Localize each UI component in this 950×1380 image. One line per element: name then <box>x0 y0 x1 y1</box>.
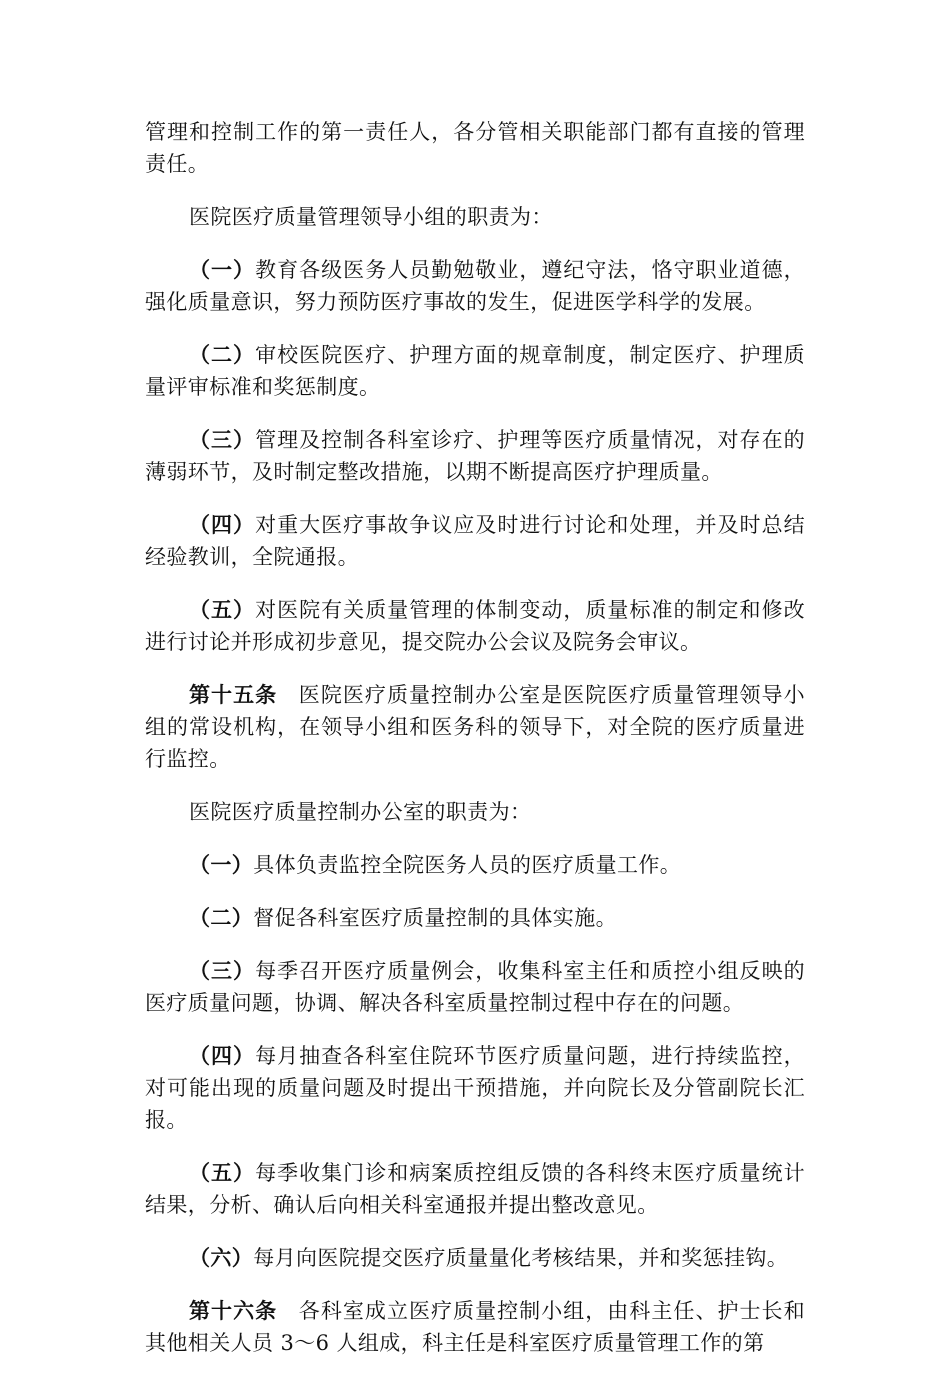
item-label: （三） <box>189 427 256 452</box>
list-item <box>145 1157 805 1221</box>
item-label: （四） <box>189 512 256 537</box>
paragraph-duties-heading <box>145 796 805 828</box>
list-item <box>145 509 805 573</box>
item-text: 管理及控制各科室诊疗、护理等医疗质量情况，对存在的薄弱环节，及时制定整改措施，以期不断提高医疗护理质量。 <box>145 428 806 484</box>
item-text: 具体负责监控全院医务人员的医疗质量工作。 <box>253 853 682 877</box>
item-text: 每月抽查各科室住院环节医疗质量问题，进行持续监控，对可能出现的质量问题及时提出干预措施，并向院长及分管副院长汇报。 <box>145 1044 806 1132</box>
item-label: （六） <box>189 1245 254 1270</box>
item-label: （五） <box>189 597 256 622</box>
list-item <box>145 955 805 1019</box>
item-text: 教育各级医务人员勤勉敬业，遵纪守法，恪守职业道德，强化质量意识，努力预防医疗事故的发生，促进医学科学的发展。 <box>145 258 806 314</box>
list-item <box>145 594 805 658</box>
article-text: 医院医疗质量控制办公室是医院医疗质量管理领导小组的常设机构，在领导小组和医务科的领导下，对全院的医疗质量进行监控。 <box>145 683 805 771</box>
list-item <box>145 1242 805 1274</box>
list-item <box>145 339 805 403</box>
item-text: 对医院有关质量管理的体制变动，质量标准的制定和修改进行讨论并形成初步意见，提交院办公会议及院务会审议。 <box>145 598 806 654</box>
paragraph-text: 管理和控制工作的第一责任人，各分管相关职能部门都有直接的管理责任。 <box>145 120 805 176</box>
paragraph-text: 医院医疗质量管理领导小组的职责为： <box>189 205 553 229</box>
item-text: 督促各科室医疗质量控制的具体实施。 <box>253 906 618 930</box>
item-label: （二） <box>189 342 256 367</box>
item-text: 每季收集门诊和病案质控组反馈的各科终末医疗质量统计结果，分析、确认后向相关科室通报并提出整改意见。 <box>145 1161 806 1217</box>
item-text: 每季召开医疗质量例会，收集科室主任和质控小组反映的医疗质量问题，协调、解决各科室质量控制过程中存在的问题。 <box>145 959 806 1015</box>
paragraph-text: 医院医疗质量控制办公室的职责为： <box>189 800 532 824</box>
article-number: 第十六条 <box>189 1298 278 1323</box>
item-label: （二） <box>189 905 254 930</box>
item-label: （五） <box>189 1160 256 1185</box>
list-item <box>145 902 805 934</box>
article-paragraph <box>145 1295 805 1359</box>
list-item <box>145 849 805 881</box>
article-number: 第十五条 <box>189 682 278 707</box>
paragraph-duties-heading <box>145 201 805 233</box>
list-item <box>145 1040 805 1136</box>
item-text: 每月向医院提交医疗质量量化考核结果，并和奖惩挂钩。 <box>253 1246 789 1270</box>
item-label: （一） <box>189 852 254 877</box>
item-label: （四） <box>189 1043 256 1068</box>
item-label: （一） <box>189 257 256 282</box>
item-label: （三） <box>189 958 256 983</box>
item-text: 审校医院医疗、护理方面的规章制度，制定医疗、护理质量评审标准和奖惩制度。 <box>145 343 806 399</box>
document-page <box>145 116 805 1380</box>
paragraph-continuation <box>145 116 805 180</box>
item-text: 对重大医疗事故争议应及时进行讨论和处理，并及时总结经验教训，全院通报。 <box>145 513 806 569</box>
list-item <box>145 424 805 488</box>
article-text: 各科室成立医疗质量控制小组，由科主任、护士长和其他相关人员 3～6 人组成，科主任是科室医疗质量管理工作的第 <box>145 1299 805 1355</box>
article-paragraph <box>145 679 805 775</box>
list-item <box>145 254 805 318</box>
